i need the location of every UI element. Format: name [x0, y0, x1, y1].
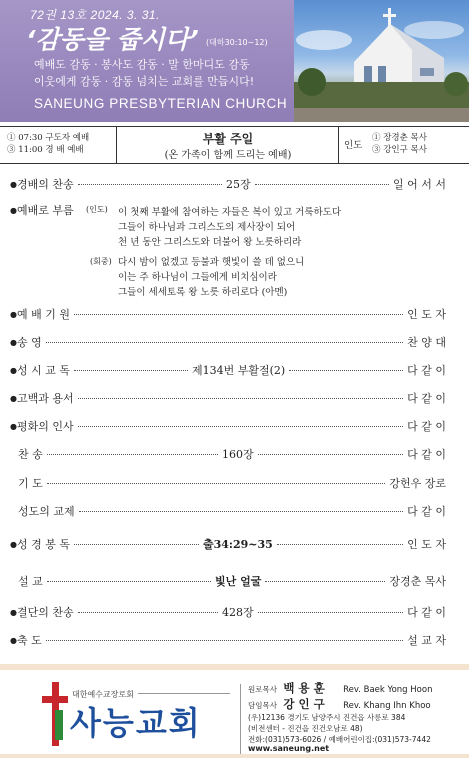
order-item-leader: 일 어 서 서 [393, 178, 446, 191]
leader-tag: (인도) [86, 205, 108, 214]
order-item-leader: 설 교 자 [407, 634, 446, 647]
order-item-label: ●성 경 봉 독 [10, 538, 70, 551]
order-row [10, 306, 446, 324]
dot-leader [46, 342, 403, 343]
dot-leader [258, 612, 403, 613]
congregation-line-2: 이는 주 하나님이 그들에게 비치심이라 [118, 272, 277, 283]
leader-1: ① 장경춘 목사 [372, 133, 427, 143]
order-item-label: ●고백과 용서 [10, 392, 74, 405]
call-to-worship-label: ●예배로 부름 [10, 204, 74, 217]
order-item-leader: 다 같 이 [407, 392, 446, 405]
bullet-icon: ● [10, 206, 17, 215]
leader-line-3: 천 년 동안 그리스도와 더불어 왕 노릇하리라 [118, 237, 302, 248]
order-item-label: ●경배의 찬송 [10, 178, 74, 191]
church-building-photo [294, 0, 469, 122]
dot-leader [78, 398, 403, 399]
denomination-rule [138, 693, 230, 695]
order-row [10, 446, 446, 464]
dot-leader [47, 454, 218, 455]
leader-line-2: 그들이 하나님과 그리스도의 제사장이 되어 [118, 222, 296, 233]
address-line-1: (우)12136 경기도 남양주시 진건읍 사릉로 384 [248, 713, 406, 722]
dot-leader [78, 184, 222, 185]
info-top-rule [0, 126, 469, 127]
order-item-leader: 강헌우 장로 [389, 477, 446, 490]
order-item-label: ●축 도 [10, 634, 42, 647]
order-item-detail: 빛난 얼굴 [215, 575, 262, 588]
order-item-detail: 25장 [226, 178, 251, 191]
order-item-detail: 428장 [222, 606, 254, 619]
dot-leader [78, 426, 403, 427]
order-row [10, 536, 446, 554]
senior-pastor: 원로목사 백 용 훈 Rev. Baek Yong Hoon [248, 681, 433, 695]
phone-numbers: 전화:(031)573-6026 / 예배어린이집:(031)573-7442 [248, 735, 431, 744]
dot-leader [277, 544, 403, 545]
service-time-1: ① 07:30 구도자 예배 [7, 133, 90, 143]
theme-verse: (대하30:10~12) [206, 38, 268, 47]
congregation-tag: (회중) [90, 257, 112, 266]
leader-3: ③ 강인구 목사 [372, 145, 427, 155]
congregation-line-3: 그들이 세세토록 왕 노릇 하리로다 (아멘) [118, 287, 288, 298]
order-row [10, 362, 446, 380]
order-item-label: 기 도 [18, 477, 43, 490]
church-korean-name: 사능교회 [70, 704, 202, 742]
website-link[interactable]: www.saneung.net [248, 744, 330, 753]
order-item-leader: 다 같 이 [407, 364, 446, 377]
order-row [10, 418, 446, 436]
order-row [10, 573, 446, 591]
order-item-detail: 160장 [222, 448, 254, 461]
order-item-label: 찬 송 [18, 448, 43, 461]
bulletin-theme-title: ‘감동을 줍시다’ [26, 25, 199, 54]
order-row [10, 176, 446, 194]
bullet-icon: ● [10, 310, 17, 319]
divider [116, 126, 117, 163]
dot-leader [289, 370, 403, 371]
issue-info: 72권 13호 2024. 3. 31. [30, 8, 160, 22]
order-row [10, 334, 446, 352]
dot-leader [74, 370, 188, 371]
order-item-leader: 인 도 자 [407, 308, 446, 321]
bullet-icon: ● [10, 540, 17, 549]
dot-leader [47, 483, 385, 484]
order-item-label: ●결단의 찬송 [10, 606, 74, 619]
dot-leader [74, 544, 199, 545]
dot-leader [46, 640, 403, 641]
order-item-label: ●평화의 인사 [10, 420, 74, 433]
bullet-icon: ● [10, 636, 17, 645]
dot-leader [79, 511, 403, 512]
order-item-leader: 다 같 이 [407, 606, 446, 619]
order-row [10, 632, 446, 650]
service-times [7, 132, 89, 156]
bullet-icon: ● [10, 422, 17, 431]
denomination: 대한예수교장로회 [72, 690, 134, 699]
dot-leader [74, 314, 403, 315]
cross-logo-icon [42, 682, 68, 746]
service-subtitle: (온 가족이 함께 드리는 예배) [164, 150, 292, 161]
church-english-name: SANEUNG PRESBYTERIAN CHURCH [34, 96, 288, 111]
bulletin-header [0, 0, 469, 122]
order-item-leader: 장경춘 목사 [389, 575, 446, 588]
dot-leader [78, 612, 218, 613]
congregation-line-1: 다시 밤이 없겠고 등불과 햇빛이 쓸 데 없으니 [118, 257, 305, 268]
order-item-label: ●성 시 교 독 [10, 364, 70, 377]
footer-divider [240, 684, 241, 754]
service-time-3: ③ 11:00 경 배 예배 [7, 145, 84, 155]
order-row [10, 503, 446, 521]
order-item-label: ●예 배 기 원 [10, 308, 70, 321]
service-leaders [372, 132, 427, 156]
order-item-leader: 다 같 이 [407, 420, 446, 433]
info-bottom-rule [0, 163, 469, 164]
order-item-detail: 출34:29~35 [203, 538, 273, 551]
dot-leader [265, 581, 385, 582]
bullet-icon: ● [10, 180, 17, 189]
dot-leader [255, 184, 389, 185]
address-line-2: (비전센터 - 진건읍 진건오남로 48) [248, 724, 363, 733]
order-item-label: ●송 영 [10, 336, 42, 349]
service-title: 부활 주일 [202, 132, 254, 146]
divider [338, 126, 339, 163]
order-row [10, 475, 446, 493]
order-item-label: 설 교 [18, 575, 43, 588]
order-item-detail: 제134번 부활절(2) [192, 364, 286, 377]
bullet-icon: ● [10, 394, 17, 403]
church-footer [0, 664, 469, 758]
bullet-icon: ● [10, 366, 17, 375]
footer-panel [0, 670, 469, 754]
order-item-leader: 다 같 이 [407, 448, 446, 461]
order-item-leader: 인 도 자 [407, 538, 446, 551]
motto-line-2: 이웃에게 감동 · 감동 넘치는 교회를 만듭시다! [34, 75, 255, 88]
dot-leader [47, 581, 211, 582]
bullet-icon: ● [10, 608, 17, 617]
bullet-icon: ● [10, 338, 17, 347]
order-item-label: 성도의 교제 [18, 505, 75, 518]
dot-leader [258, 454, 403, 455]
leader-label: 인도 [344, 140, 363, 151]
leader-line-1: 이 첫째 부활에 참여하는 자들은 복이 있고 거룩하도다 [118, 207, 342, 218]
order-item-leader: 찬 양 대 [407, 336, 446, 349]
order-row [10, 390, 446, 408]
order-row [10, 604, 446, 622]
motto-line-1: 예배도 감동 · 봉사도 감동 · 말 한마디도 감동 [34, 58, 250, 71]
order-item-leader: 다 같 이 [407, 505, 446, 518]
lead-pastor: 담임목사 강 인 구 Rev. Khang Ihn Khoo [248, 697, 431, 711]
